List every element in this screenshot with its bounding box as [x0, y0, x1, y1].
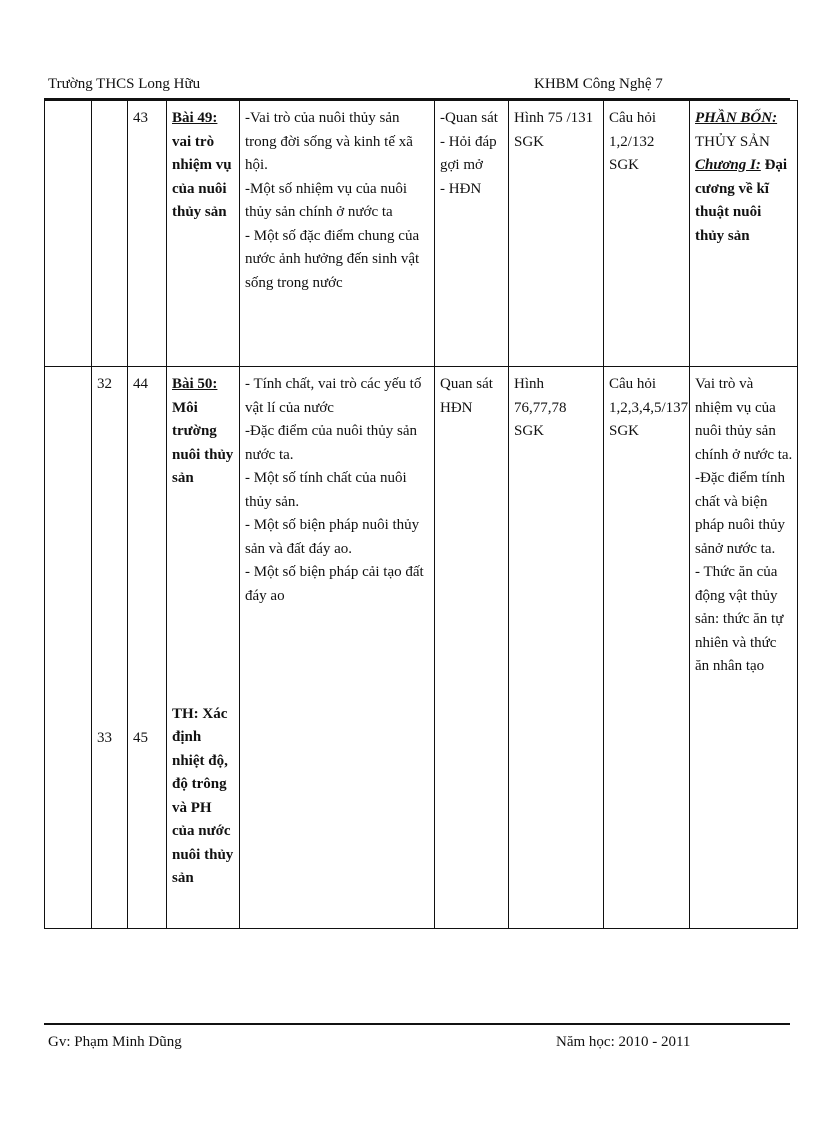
- footer-divider: [44, 1023, 790, 1025]
- method-line: HĐN: [440, 399, 473, 416]
- lesson-number: 45: [133, 729, 148, 746]
- week-number: 33: [97, 729, 112, 746]
- lesson-title-text: Môi trường nuôi thủy sản: [172, 399, 234, 486]
- col-blank: [45, 367, 92, 929]
- content-line: -Vai trò của nuôi thủy sản trong đời sống và kinh tế xã hội.: [245, 110, 413, 173]
- part-title: THỦY SẢN: [695, 133, 770, 150]
- method-cell: [435, 367, 509, 929]
- lesson-title-cell: [167, 367, 240, 929]
- chapter-label: Chương I:: [695, 157, 761, 173]
- teacher-name: Gv: Phạm Minh Dũng: [48, 1034, 182, 1050]
- lesson-number-cell: [128, 367, 167, 929]
- content-line: - Một số đặc điểm chung của nước ảnh hưởng đến sinh vật sống trong nước: [245, 227, 420, 291]
- method-line: - HĐN: [440, 180, 482, 197]
- content-line: - Tính chất, vai trò các yếu tố vật lí của nước: [245, 376, 422, 416]
- lesson-title-prefix: Bài 50:: [172, 376, 218, 392]
- method-line: -Quan sát: [440, 110, 498, 126]
- notes-line: -Đặc điểm tính chất và biện pháp nuôi thủy sảnở nước ta.: [695, 470, 785, 557]
- week-cell: [92, 367, 128, 929]
- subject-title: KHBM Công Nghệ 7: [534, 76, 663, 92]
- col-blank: [45, 101, 92, 367]
- school-name: Trường THCS Long Hữu: [48, 76, 201, 92]
- lesson-number: 44: [133, 376, 148, 392]
- school-year: Năm học: 2010 - 2011: [556, 1034, 691, 1050]
- notes-cell: [690, 367, 798, 929]
- table-row: [45, 367, 798, 929]
- content-line: -Đặc điểm của nuôi thủy sản nước ta.: [245, 423, 418, 463]
- table-row: [45, 101, 798, 367]
- lesson-plan-table: [44, 100, 798, 929]
- week-cell: [92, 101, 128, 367]
- content-cell: [240, 101, 435, 367]
- lesson-number-cell: 43: [128, 101, 167, 367]
- method-line: Quan sát: [440, 376, 493, 392]
- method-cell: [435, 101, 509, 367]
- materials-cell: Hình 76,77,78 SGK: [509, 367, 604, 929]
- lesson-title-prefix: Bài 49:: [172, 110, 218, 126]
- content-cell: [240, 367, 435, 929]
- week-number: 32: [97, 376, 112, 392]
- part-label: PHẦN BỐN:: [695, 110, 778, 126]
- content-line: - Một số biện pháp cải tạo đất đáy ao: [245, 564, 424, 604]
- content-line: -Một số nhiệm vụ của nuôi thủy sản chính ở nước ta: [245, 180, 408, 220]
- materials-cell: Hình 75 /131 SGK: [509, 101, 604, 367]
- lesson-title-text: vai trò nhiệm vụ của nuôi thủy sản: [172, 133, 232, 220]
- content-line: - Một số biện pháp nuôi thủy sản và đất đáy ao.: [245, 517, 420, 557]
- notes-line: Vai trò và nhiệm vụ của nuôi thủy sản chính ở nước ta.: [695, 376, 793, 463]
- content-line: - Một số tính chất của nuôi thủy sản.: [245, 470, 407, 510]
- practice-title: TH: Xác định nhiệt độ, độ trông và PH của nước nuôi thủy sản: [172, 705, 234, 886]
- notes-line: - Thức ăn của động vật thủy sản: thức ăn tự nhiên và thức ăn nhân tạo: [695, 564, 784, 674]
- chapter-title: Đại cương về kĩ thuật nuôi thủy sản: [695, 157, 788, 244]
- lesson-title-cell: [167, 101, 240, 367]
- homework-cell: Câu hỏi 1,2,3,4,5/137 SGK: [604, 367, 690, 929]
- method-line: - Hỏi đáp gợi mở: [440, 133, 497, 173]
- notes-cell: [690, 101, 798, 367]
- homework-cell: Câu hỏi 1,2/132 SGK: [604, 101, 690, 367]
